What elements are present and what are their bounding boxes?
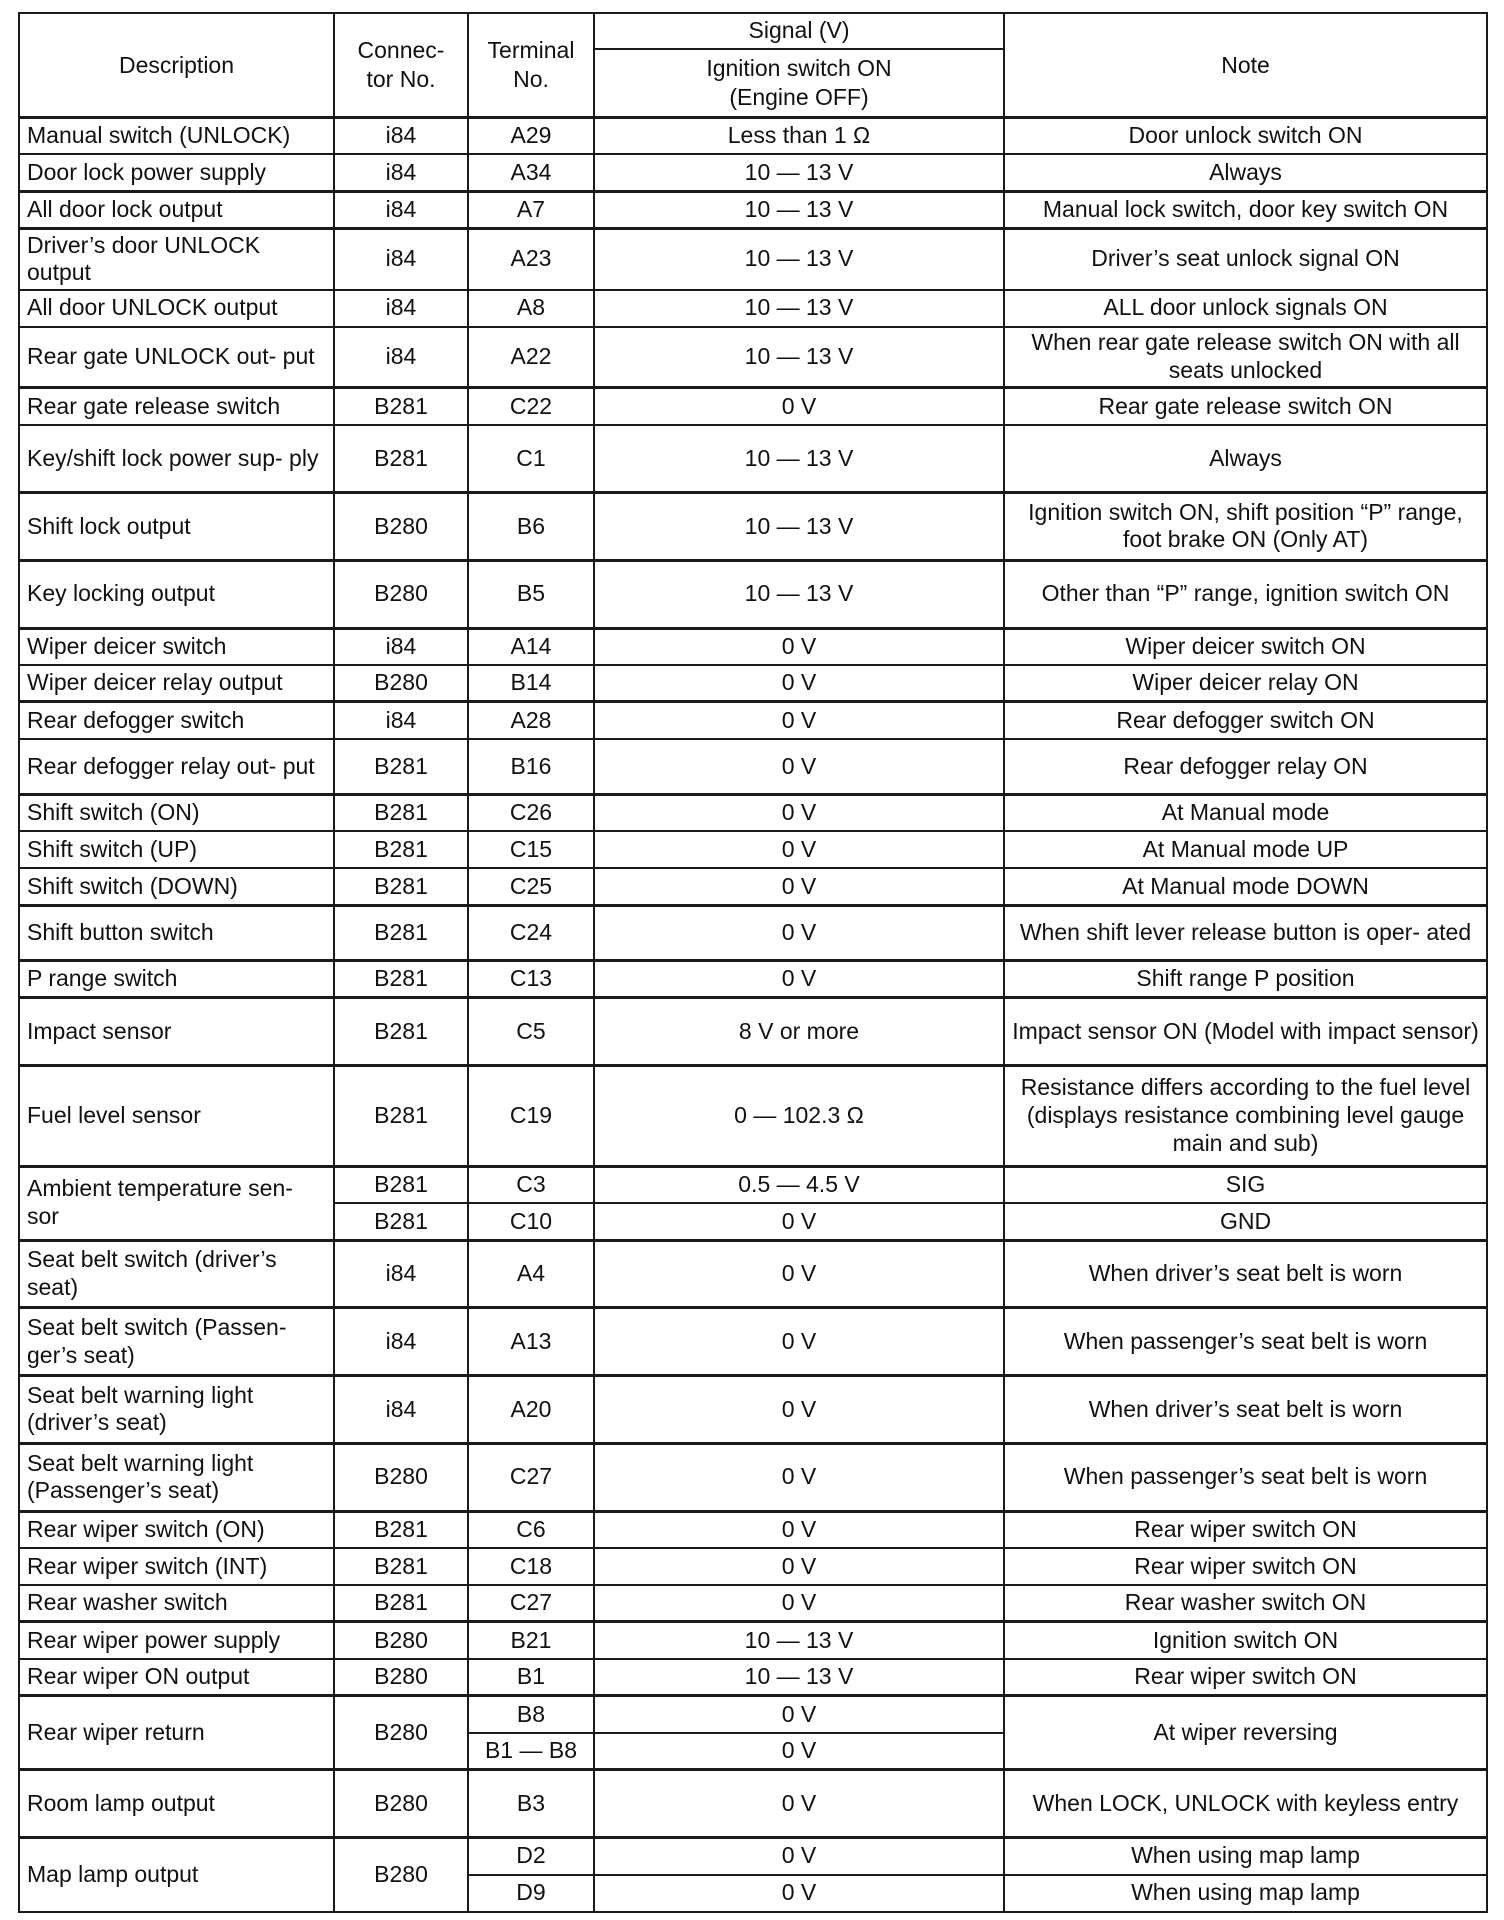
cell-description: P range switch (19, 961, 334, 998)
cell-signal: 0 V (594, 1696, 1004, 1733)
cell-description: Rear gate UNLOCK out- put (19, 327, 334, 388)
cell-terminal: A13 (468, 1308, 594, 1376)
cell-note: At Manual mode DOWN (1004, 868, 1487, 905)
cell-terminal: A28 (468, 702, 594, 739)
cell-signal: 10 — 13 V (594, 425, 1004, 493)
cell-terminal: C18 (468, 1548, 594, 1585)
cell-signal: 0 V (594, 665, 1004, 702)
cell-terminal: C24 (468, 905, 594, 960)
header-description: Description (19, 13, 334, 118)
cell-terminal: C10 (468, 1203, 594, 1240)
cell-connector: B280 (334, 1659, 468, 1696)
cell-signal: 10 — 13 V (594, 493, 1004, 561)
cell-terminal: C3 (468, 1166, 594, 1203)
cell-connector: i84 (334, 228, 468, 289)
table-row (19, 1166, 1487, 1203)
cell-signal: 0 V (594, 794, 1004, 831)
table-row (19, 794, 1487, 831)
cell-description: Rear gate release switch (19, 388, 334, 425)
cell-note: When passenger’s seat belt is worn (1004, 1443, 1487, 1511)
cell-connector: i84 (334, 290, 468, 327)
cell-description: Shift button switch (19, 905, 334, 960)
cell-description: Impact sensor (19, 998, 334, 1066)
cell-connector: B281 (334, 1585, 468, 1622)
cell-description: Seat belt warning light (Passenger’s seat) (19, 1443, 334, 1511)
table-row (19, 1548, 1487, 1585)
cell-connector: B280 (334, 1696, 468, 1770)
cell-note: Ignition switch ON, shift position “P” range, foot brake ON (Only AT) (1004, 493, 1487, 561)
table-row (19, 290, 1487, 327)
table-row (19, 1696, 1487, 1733)
header-connector: Connec- tor No. (334, 13, 468, 118)
cell-terminal: C26 (468, 794, 594, 831)
cell-connector: i84 (334, 702, 468, 739)
header-note: Note (1004, 13, 1487, 118)
cell-description: Shift switch (UP) (19, 831, 334, 868)
cell-signal: 0 V (594, 1376, 1004, 1444)
cell-note: Always (1004, 154, 1487, 191)
cell-connector: B280 (334, 560, 468, 628)
table-row (19, 998, 1487, 1066)
cell-description: Rear wiper ON output (19, 1659, 334, 1696)
cell-description: Seat belt switch (Passen- ger’s seat) (19, 1308, 334, 1376)
cell-terminal: B8 (468, 1696, 594, 1733)
header-terminal: Terminal No. (468, 13, 594, 118)
table-row (19, 118, 1487, 155)
table-row (19, 228, 1487, 289)
table-body-seatbelt-wiper (19, 1240, 1487, 1696)
cell-description: Rear defogger switch (19, 702, 334, 739)
cell-signal: 0.5 — 4.5 V (594, 1166, 1004, 1203)
cell-signal: 0 V (594, 905, 1004, 960)
cell-connector: B281 (334, 1511, 468, 1548)
cell-terminal: C19 (468, 1065, 594, 1166)
cell-signal: 10 — 13 V (594, 327, 1004, 388)
cell-terminal: B1 — B8 (468, 1733, 594, 1770)
cell-signal: 0 V (594, 1548, 1004, 1585)
cell-signal: Less than 1 Ω (594, 118, 1004, 155)
cell-note: Rear gate release switch ON (1004, 388, 1487, 425)
cell-connector: B280 (334, 493, 468, 561)
table-row (19, 493, 1487, 561)
cell-terminal: C1 (468, 425, 594, 493)
table-row (19, 1308, 1487, 1376)
table-row (19, 1240, 1487, 1308)
cell-terminal: B3 (468, 1770, 594, 1838)
cell-note: At wiper reversing (1004, 1696, 1487, 1770)
cell-connector: B280 (334, 1770, 468, 1838)
cell-signal: 0 V (594, 388, 1004, 425)
table-body-ambient (19, 1166, 1487, 1240)
cell-signal: 0 — 102.3 Ω (594, 1065, 1004, 1166)
cell-description: Fuel level sensor (19, 1065, 334, 1166)
table-row (19, 1511, 1487, 1548)
cell-description: Wiper deicer relay output (19, 665, 334, 702)
cell-terminal: C22 (468, 388, 594, 425)
cell-terminal: C15 (468, 831, 594, 868)
cell-signal: 0 V (594, 1875, 1004, 1912)
cell-terminal: C6 (468, 1511, 594, 1548)
cell-signal: 0 V (594, 1443, 1004, 1511)
cell-description: Key/shift lock power sup- ply (19, 425, 334, 493)
table-row (19, 1376, 1487, 1444)
cell-signal: 10 — 13 V (594, 290, 1004, 327)
cell-note: At Manual mode (1004, 794, 1487, 831)
cell-connector: B281 (334, 961, 468, 998)
cell-signal: 0 V (594, 1838, 1004, 1875)
cell-connector: B280 (334, 1838, 468, 1912)
cell-description: Rear defogger relay out- put (19, 739, 334, 794)
table-row (19, 1585, 1487, 1622)
cell-note: Rear wiper switch ON (1004, 1511, 1487, 1548)
cell-terminal: A8 (468, 290, 594, 327)
cell-description: All door UNLOCK output (19, 290, 334, 327)
table-row (19, 1065, 1487, 1166)
cell-connector: B281 (334, 1166, 468, 1203)
table-row (19, 327, 1487, 388)
table-row (19, 1838, 1487, 1875)
cell-connector: B281 (334, 739, 468, 794)
cell-terminal: D2 (468, 1838, 594, 1875)
cell-signal: 0 V (594, 739, 1004, 794)
table-row (19, 702, 1487, 739)
cell-note: Manual lock switch, door key switch ON (1004, 191, 1487, 228)
table-row (19, 1770, 1487, 1838)
cell-signal: 10 — 13 V (594, 228, 1004, 289)
cell-terminal: C27 (468, 1585, 594, 1622)
cell-description: Seat belt switch (driver’s seat) (19, 1240, 334, 1308)
table-row (19, 905, 1487, 960)
cell-connector: i84 (334, 1240, 468, 1308)
cell-signal: 0 V (594, 961, 1004, 998)
cell-description: Shift switch (ON) (19, 794, 334, 831)
cell-description: Manual switch (UNLOCK) (19, 118, 334, 155)
cell-note: Ignition switch ON (1004, 1622, 1487, 1659)
cell-note: Rear defogger relay ON (1004, 739, 1487, 794)
cell-description: Rear wiper power supply (19, 1622, 334, 1659)
cell-signal: 0 V (594, 831, 1004, 868)
table-row (19, 154, 1487, 191)
cell-signal: 0 V (594, 702, 1004, 739)
cell-terminal: C27 (468, 1443, 594, 1511)
cell-note: Rear defogger switch ON (1004, 702, 1487, 739)
cell-description: Wiper deicer switch (19, 628, 334, 665)
cell-connector: i84 (334, 1308, 468, 1376)
table-body-lamps (19, 1696, 1487, 1912)
table-row (19, 1659, 1487, 1696)
cell-description: Rear washer switch (19, 1585, 334, 1622)
cell-terminal: D9 (468, 1875, 594, 1912)
cell-connector: B281 (334, 388, 468, 425)
cell-terminal: B21 (468, 1622, 594, 1659)
table-row (19, 739, 1487, 794)
cell-signal: 0 V (594, 1770, 1004, 1838)
cell-note: Driver’s seat unlock signal ON (1004, 228, 1487, 289)
cell-terminal: B14 (468, 665, 594, 702)
cell-terminal: A4 (468, 1240, 594, 1308)
cell-signal: 0 V (594, 1511, 1004, 1548)
cell-connector: B280 (334, 1622, 468, 1659)
table-row (19, 665, 1487, 702)
cell-description: Rear wiper switch (INT) (19, 1548, 334, 1585)
cell-terminal: B5 (468, 560, 594, 628)
cell-signal: 10 — 13 V (594, 154, 1004, 191)
cell-terminal: C13 (468, 961, 594, 998)
cell-signal: 0 V (594, 1203, 1004, 1240)
cell-terminal: A34 (468, 154, 594, 191)
table-row (19, 425, 1487, 493)
cell-description: Rear wiper return (19, 1696, 334, 1770)
cell-connector: i84 (334, 628, 468, 665)
table-row (19, 628, 1487, 665)
cell-description: Map lamp output (19, 1838, 334, 1912)
cell-connector: B281 (334, 868, 468, 905)
table-row (19, 191, 1487, 228)
cell-connector: B281 (334, 1548, 468, 1585)
cell-signal: 0 V (594, 1585, 1004, 1622)
cell-note: Rear wiper switch ON (1004, 1548, 1487, 1585)
cell-note: SIG (1004, 1166, 1487, 1203)
cell-terminal: A23 (468, 228, 594, 289)
cell-connector: B281 (334, 998, 468, 1066)
cell-signal: 0 V (594, 1240, 1004, 1308)
cell-description: Shift switch (DOWN) (19, 868, 334, 905)
cell-note: Wiper deicer relay ON (1004, 665, 1487, 702)
cell-terminal: A20 (468, 1376, 594, 1444)
header-signal: Signal (V) (594, 13, 1004, 49)
table-row (19, 961, 1487, 998)
cell-note: Shift range P position (1004, 961, 1487, 998)
cell-note: When driver’s seat belt is worn (1004, 1376, 1487, 1444)
cell-description: All door lock output (19, 191, 334, 228)
cell-connector: i84 (334, 327, 468, 388)
cell-description: Shift lock output (19, 493, 334, 561)
cell-connector: i84 (334, 191, 468, 228)
cell-note: When driver’s seat belt is worn (1004, 1240, 1487, 1308)
cell-description: Door lock power supply (19, 154, 334, 191)
cell-signal: 10 — 13 V (594, 191, 1004, 228)
cell-signal: 10 — 13 V (594, 560, 1004, 628)
cell-note: When using map lamp (1004, 1875, 1487, 1912)
cell-signal: 0 V (594, 1733, 1004, 1770)
cell-connector: B281 (334, 1203, 468, 1240)
cell-note: Always (1004, 425, 1487, 493)
cell-note: Rear washer switch ON (1004, 1585, 1487, 1622)
cell-connector: B281 (334, 905, 468, 960)
cell-note: When rear gate release switch ON with all seats unlocked (1004, 327, 1487, 388)
cell-description: Driver’s door UNLOCK output (19, 228, 334, 289)
cell-signal: 0 V (594, 868, 1004, 905)
cell-connector: B281 (334, 1065, 468, 1166)
cell-connector: i84 (334, 1376, 468, 1444)
cell-note: Door unlock switch ON (1004, 118, 1487, 155)
cell-terminal: B16 (468, 739, 594, 794)
cell-signal: 10 — 13 V (594, 1659, 1004, 1696)
cell-note: When LOCK, UNLOCK with keyless entry (1004, 1770, 1487, 1838)
cell-signal: 8 V or more (594, 998, 1004, 1066)
cell-description: Ambient temperature sen- sor (19, 1166, 334, 1240)
table-row (19, 560, 1487, 628)
table-row (19, 1622, 1487, 1659)
cell-note: When shift lever release button is oper- ated (1004, 905, 1487, 960)
cell-connector: B281 (334, 794, 468, 831)
cell-terminal: A14 (468, 628, 594, 665)
cell-note: Resistance differs according to the fuel level (displays resistance combining level gauge main and sub) (1004, 1065, 1487, 1166)
cell-note: Rear wiper switch ON (1004, 1659, 1487, 1696)
cell-connector: B281 (334, 831, 468, 868)
cell-note: Impact sensor ON (Model with impact sensor) (1004, 998, 1487, 1066)
cell-terminal: B6 (468, 493, 594, 561)
cell-connector: B280 (334, 1443, 468, 1511)
cell-note: At Manual mode UP (1004, 831, 1487, 868)
cell-note: Other than “P” range, ignition switch ON (1004, 560, 1487, 628)
cell-terminal: C25 (468, 868, 594, 905)
cell-signal: 10 — 13 V (594, 1622, 1004, 1659)
cell-terminal: C5 (468, 998, 594, 1066)
cell-description: Rear wiper switch (ON) (19, 1511, 334, 1548)
table-row (19, 1443, 1487, 1511)
cell-description: Key locking output (19, 560, 334, 628)
cell-note: When passenger’s seat belt is worn (1004, 1308, 1487, 1376)
cell-description: Room lamp output (19, 1770, 334, 1838)
table-row (19, 831, 1487, 868)
cell-signal: 0 V (594, 1308, 1004, 1376)
cell-note: GND (1004, 1203, 1487, 1240)
cell-connector: B281 (334, 425, 468, 493)
cell-terminal: A7 (468, 191, 594, 228)
cell-note: When using map lamp (1004, 1838, 1487, 1875)
cell-terminal: B1 (468, 1659, 594, 1696)
table-body-main (19, 118, 1487, 1167)
cell-connector: i84 (334, 154, 468, 191)
table-row (19, 388, 1487, 425)
cell-terminal: A22 (468, 327, 594, 388)
cell-note: ALL door unlock signals ON (1004, 290, 1487, 327)
cell-note: Wiper deicer switch ON (1004, 628, 1487, 665)
table-row (19, 868, 1487, 905)
header-signal-condition: Ignition switch ON (Engine OFF) (594, 49, 1004, 118)
cell-connector: i84 (334, 118, 468, 155)
cell-description: Seat belt warning light (driver’s seat) (19, 1376, 334, 1444)
cell-signal: 0 V (594, 628, 1004, 665)
cell-connector: B280 (334, 665, 468, 702)
cell-terminal: A29 (468, 118, 594, 155)
terminal-spec-table (18, 12, 1488, 1913)
